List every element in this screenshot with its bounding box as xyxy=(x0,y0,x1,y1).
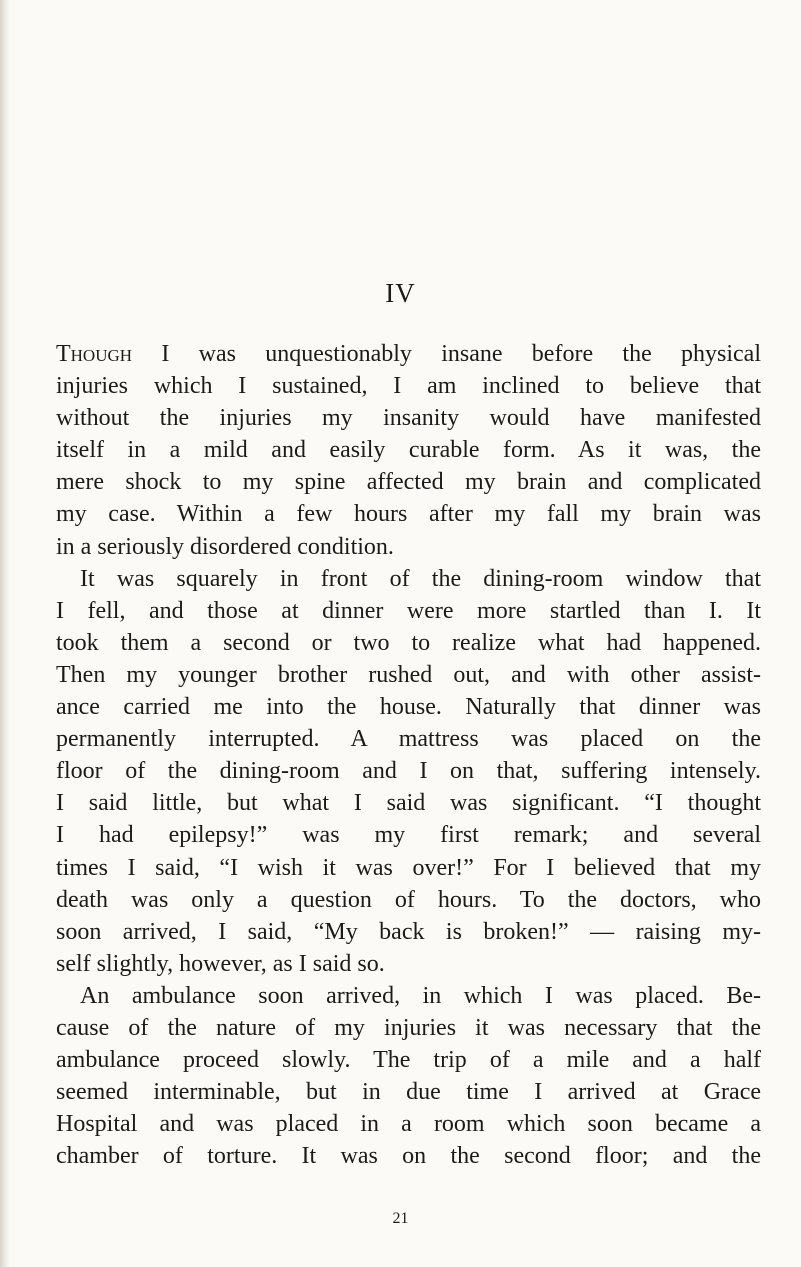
chapter-heading: IV xyxy=(385,278,416,308)
text-line: An ambulance soon arrived, in which I was placed. Be- xyxy=(80,982,761,1009)
text-line: I had epilepsy!” was my first remark; and several xyxy=(56,822,761,849)
text-line: took them a second or two to realize what had happened. xyxy=(56,629,761,656)
text-line: Hospital and was placed in a room which soon became a xyxy=(56,1111,761,1138)
text-line: my case. Within a few hours after my fall my brain was xyxy=(56,501,761,528)
page-gutter-shadow xyxy=(0,0,10,1267)
text-line: times I said, “I wish it was over!” For I believed that my xyxy=(56,854,761,881)
text-line: It was squarely in front of the dining-room window that xyxy=(80,565,761,592)
text-line: floor of the dining-room and I on that, suffering intensely. xyxy=(56,758,761,785)
text-line: injuries which I sustained, I am inclined to believe that xyxy=(56,373,761,400)
text-line: I said little, but what I said was significant. “I thought xyxy=(56,790,761,817)
text-line: I fell, and those at dinner were more startled than I. It xyxy=(56,597,761,624)
text-line: chamber of torture. It was on the second floor; and the xyxy=(56,1143,761,1170)
text-line: soon arrived, I said, “My back is broken!” — raising my- xyxy=(56,918,761,945)
text-line: seemed interminable, but in due time I arrived at Grace xyxy=(56,1079,761,1106)
text-line: cause of the nature of my injuries it was necessary that the xyxy=(56,1014,761,1041)
text-line: mere shock to my spine affected my brain and complicated xyxy=(56,469,761,496)
text-line: ance carried me into the house. Naturally that dinner was xyxy=(56,694,761,721)
text-line: death was only a question of hours. To the doctors, who xyxy=(56,886,761,913)
text-line: ambulance proceed slowly. The trip of a mile and a half xyxy=(56,1047,761,1074)
text-line: without the injuries my insanity would have manifested xyxy=(56,405,761,432)
text-line: in a seriously disordered condition. xyxy=(56,533,394,560)
body-text xyxy=(56,338,761,1172)
text-line: itself in a mild and easily curable form. As it was, the xyxy=(56,437,761,464)
opening-word: Though xyxy=(56,341,133,367)
text-line-rest: I was unquestionably insane before the physical xyxy=(132,341,761,367)
text-line: self slightly, however, as I said so. xyxy=(56,950,385,977)
text-line: permanently interrupted. A mattress was placed on the xyxy=(56,726,761,753)
page-number: 21 xyxy=(392,1210,409,1227)
text-line: Then my younger brother rushed out, and with other assist- xyxy=(56,661,761,688)
text-line xyxy=(56,338,761,370)
